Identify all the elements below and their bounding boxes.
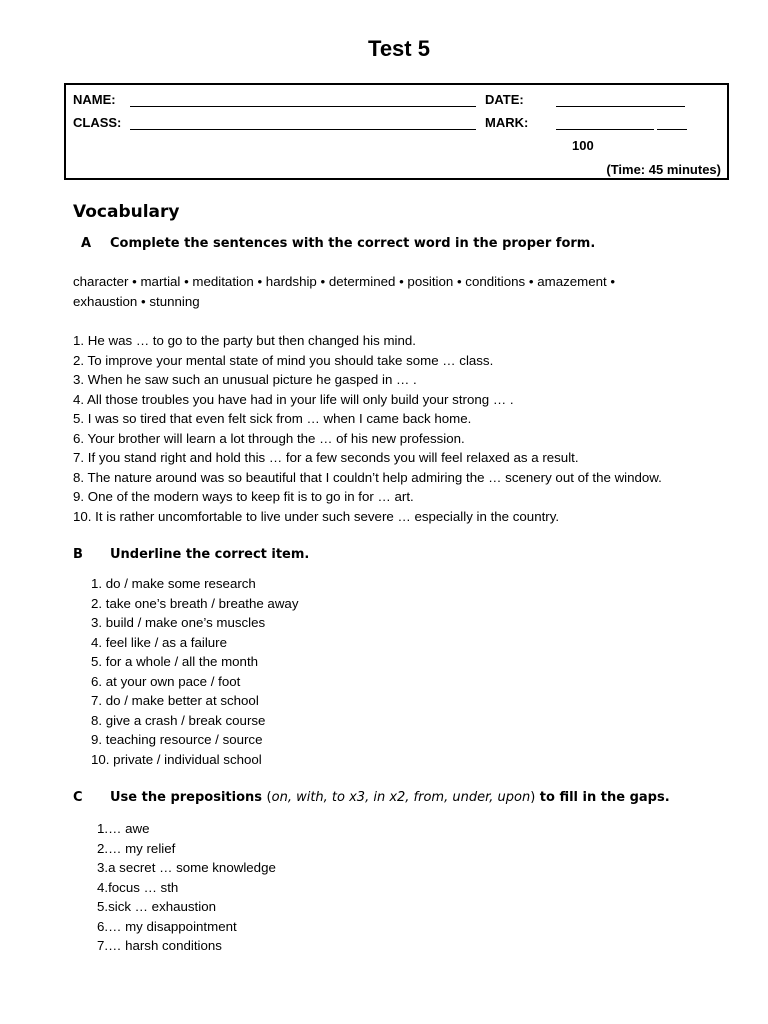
- list-item: 2.… my relief: [97, 840, 176, 856]
- task-b-letter: B: [73, 547, 83, 562]
- list-item: 5. I was so tired that even felt sick from … when I came back home.: [73, 411, 472, 426]
- list-item: 2. To improve your mental state of mind you should take some … class.: [73, 352, 494, 368]
- list-item: 3.a secret … some knowledge: [97, 860, 276, 875]
- task-c-paren-close: ): [530, 790, 536, 805]
- word-bank-line-1: character • martial • meditation • hardship • determined • position • conditions • amazement •: [73, 274, 616, 289]
- list-item: 9. One of the modern ways to keep fit is to go in for … art.: [73, 489, 414, 504]
- name-line[interactable]: [130, 106, 476, 107]
- vocabulary-heading: Vocabulary: [73, 202, 180, 222]
- task-a-sentences: [73, 331, 662, 526]
- list-item: 6.… my disappointment: [97, 918, 237, 934]
- task-c-prepositions: on, with, to x3, in x2, from, under, upon: [271, 790, 531, 805]
- list-item: 10. It is rather uncomfortable to live under such severe … especially in the country.: [73, 508, 560, 524]
- time-limit: (Time: 45 minutes): [606, 162, 721, 177]
- list-item[interactable]: 6. at your own pace / foot: [91, 673, 241, 689]
- mark-line-short[interactable]: [657, 129, 687, 130]
- task-c-items: [97, 819, 276, 956]
- list-item: 6. Your brother will learn a lot through the … of his new profession.: [73, 430, 465, 446]
- test-title: Test 5: [368, 36, 430, 61]
- task-c-instruction-end: to fill in the gaps.: [539, 790, 670, 805]
- list-item: 8. The nature around was so beautiful that I couldn’t help admiring the … scenery out of the window.: [73, 469, 662, 485]
- list-item[interactable]: 9. teaching resource / source: [91, 732, 263, 747]
- list-item: 4.focus … sth: [97, 879, 179, 895]
- task-b-items: [91, 574, 298, 769]
- student-info-box: [64, 83, 729, 180]
- list-item: 1.… awe: [97, 821, 150, 836]
- word-bank: [73, 272, 615, 311]
- mark-total: 100: [572, 138, 594, 153]
- date-line[interactable]: [556, 106, 685, 107]
- date-label: DATE:: [485, 92, 524, 107]
- task-c-letter: C: [73, 790, 83, 805]
- list-item[interactable]: 2. take one’s breath / breathe away: [91, 595, 299, 611]
- mark-line[interactable]: [556, 129, 654, 130]
- list-item: 3. When he saw such an unusual picture he gasped in … .: [73, 372, 417, 387]
- task-a-heading: [73, 236, 595, 251]
- list-item: 7.… harsh conditions: [97, 938, 222, 953]
- task-a-instruction: Complete the sentences with the correct word in the proper form.: [110, 236, 596, 251]
- list-item[interactable]: 3. build / make one’s muscles: [91, 615, 266, 630]
- task-b-instruction: Underline the correct item.: [110, 547, 310, 562]
- word-bank-line-2: exhaustion • stunning: [73, 293, 200, 309]
- list-item[interactable]: 1. do / make some research: [91, 576, 256, 591]
- list-item: 7. If you stand right and hold this … for a few seconds you will feel relaxed as a result.: [73, 450, 579, 465]
- task-a-letter: A: [81, 236, 92, 251]
- task-c-heading: [73, 790, 670, 805]
- task-c-instruction-start: Use the prepositions: [110, 790, 263, 805]
- list-item[interactable]: 7. do / make better at school: [91, 693, 259, 708]
- list-item[interactable]: 4. feel like / as a failure: [91, 634, 227, 650]
- class-line[interactable]: [130, 129, 476, 130]
- list-item[interactable]: 10. private / individual school: [91, 751, 262, 767]
- task-b-heading: [73, 547, 309, 562]
- list-item: 1. He was … to go to the party but then changed his mind.: [73, 333, 416, 348]
- list-item: 5.sick … exhaustion: [97, 899, 216, 914]
- list-item[interactable]: 5. for a whole / all the month: [91, 654, 259, 669]
- task-c-paren-open: (: [266, 790, 272, 805]
- list-item[interactable]: 8. give a crash / break course: [91, 712, 266, 728]
- mark-label: MARK:: [485, 115, 529, 130]
- name-label: NAME:: [73, 92, 116, 107]
- class-label: CLASS:: [73, 115, 122, 130]
- list-item: 4. All those troubles you have had in your life will only build your strong … .: [73, 391, 514, 407]
